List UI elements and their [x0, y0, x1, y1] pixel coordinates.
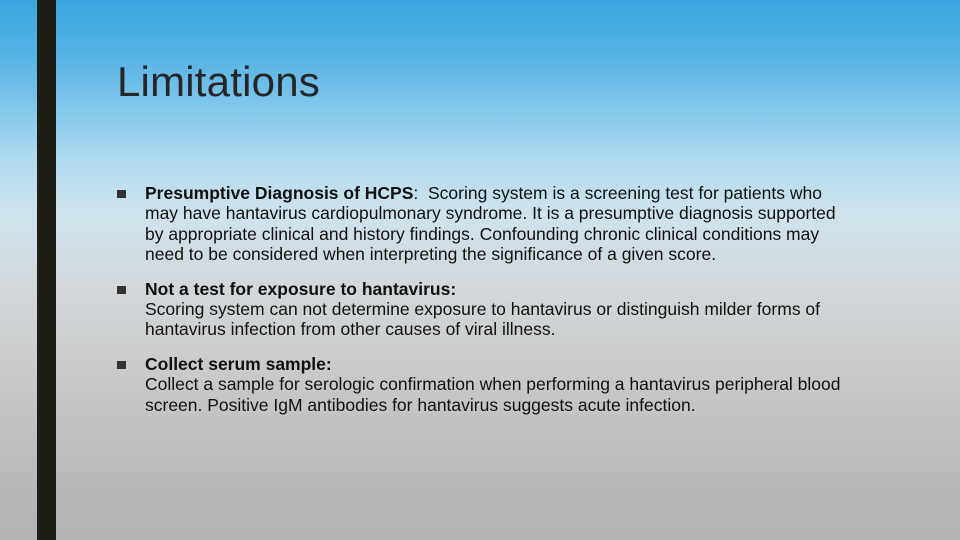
bullet-body: Scoring system can not determine exposure to hantavirus or distinguish milder forms of hantavirus infection from other causes of viral illness. — [145, 299, 821, 340]
bullet-heading: Presumptive Diagnosis of HCPS — [145, 183, 414, 203]
bullet-item-presumptive-diagnosis — [117, 183, 857, 265]
square-bullet-icon — [117, 286, 126, 294]
bullet-item-exposure-test — [117, 279, 857, 340]
bullet-separator: : — [413, 183, 428, 203]
square-bullet-icon — [117, 190, 126, 198]
side-accent-bar — [37, 0, 56, 540]
bullet-item-serum-sample — [117, 354, 857, 415]
bullet-heading: Collect serum sample: — [145, 353, 332, 374]
bullet-body: Scoring system is a screening test for patients who may have hantavirus cardiopulmonary syndrome. It is a presumptive diagnosis supported by appropriate clinical and history findings. Confounding chronic clinical conditions may need to be considered when interpreting the significance of a given score. — [145, 183, 836, 265]
square-bullet-icon — [117, 361, 126, 369]
bullet-heading: Not a test for exposure to hantavirus: — [145, 278, 457, 299]
slide-title: Limitations — [117, 58, 320, 105]
bullet-list — [117, 183, 857, 429]
bullet-body: Collect a sample for serologic confirmation when performing a hantavirus peripheral blood screen. Positive IgM antibodies for hantavirus suggests acute infection. — [145, 374, 841, 415]
